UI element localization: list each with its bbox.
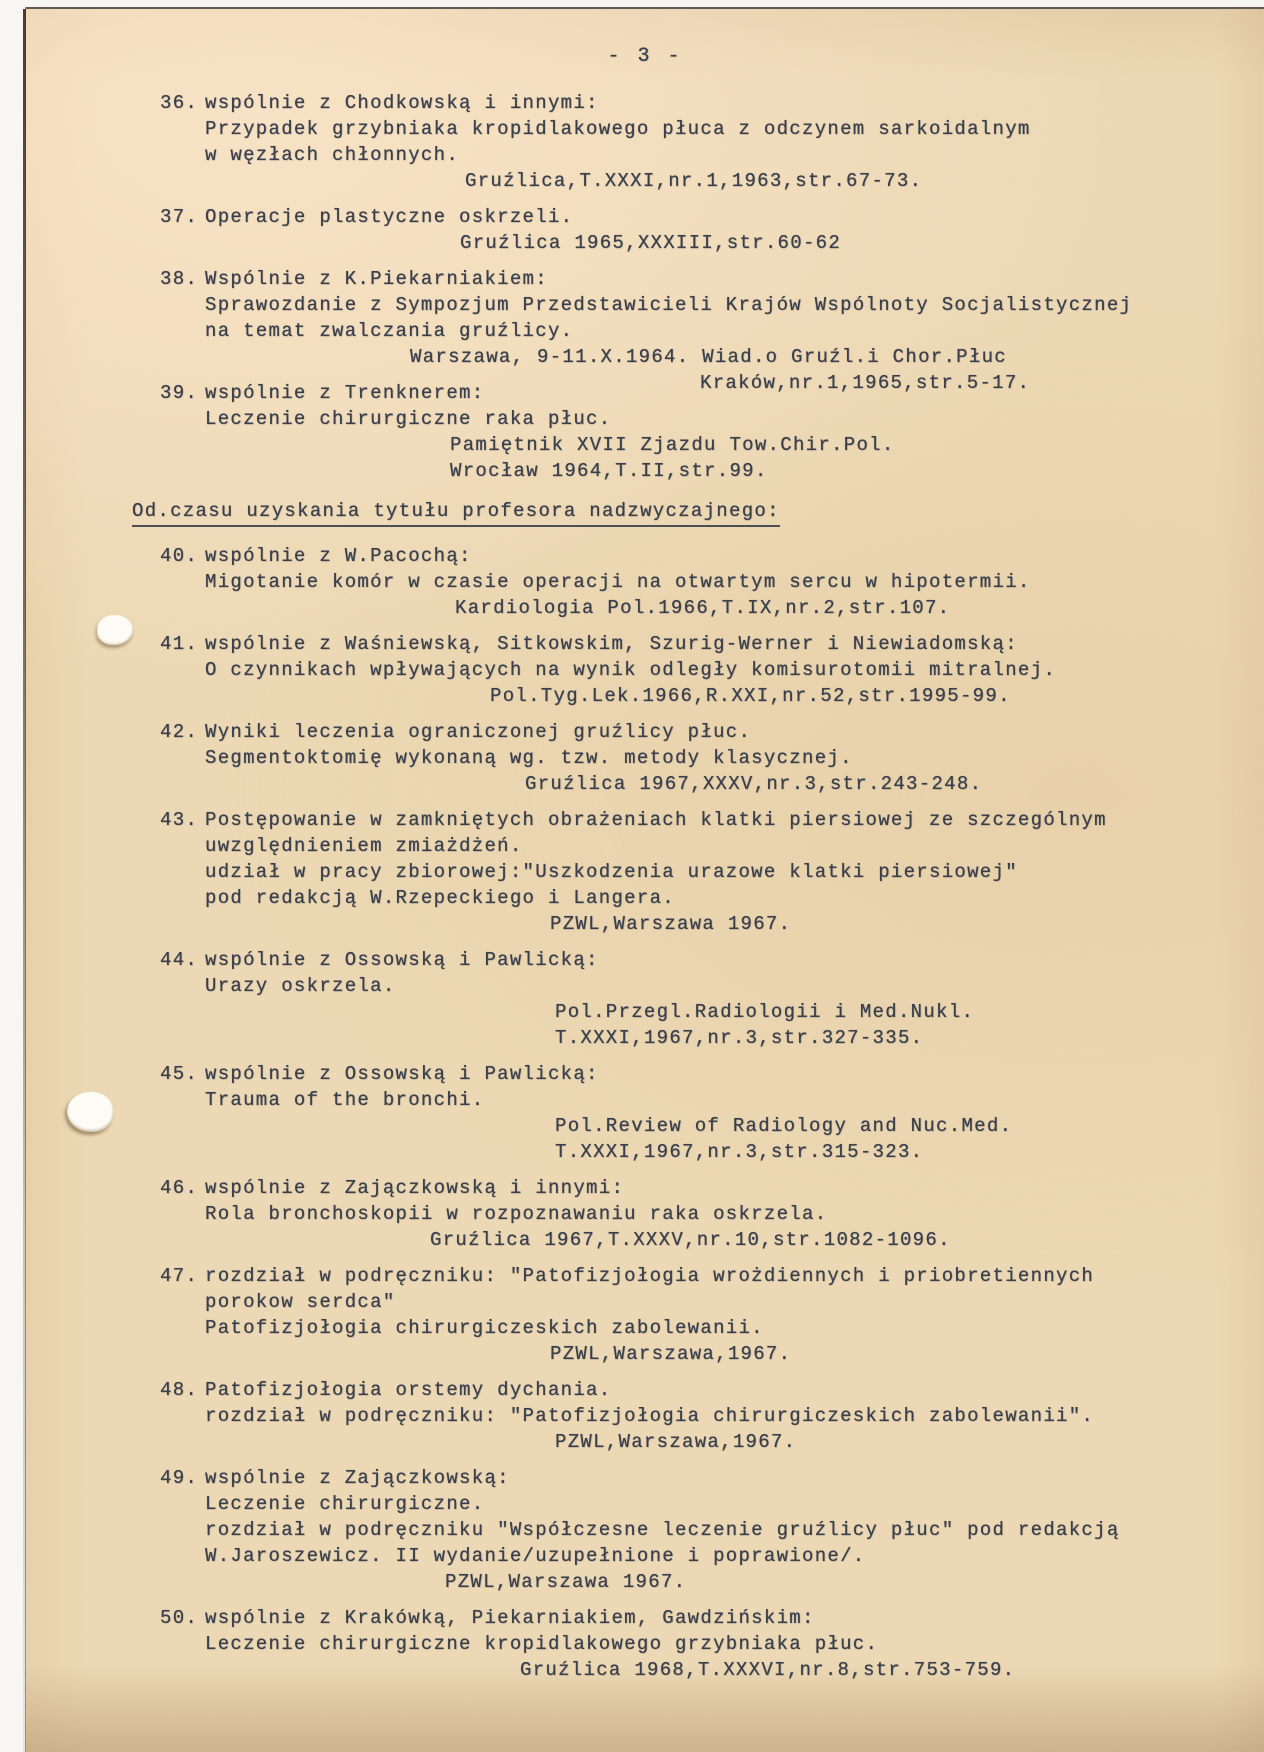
list-item [160, 1175, 1226, 1253]
item-number: 36. [160, 92, 199, 114]
list-item [160, 719, 1226, 797]
citation-line: Gruźlica 1967,T.XXXV,nr.10,str.1082-1096. [430, 1229, 951, 1251]
item-line: Sprawozdanie z Sympozjum Przedstawicieli Krajów Wspólnoty Socjalistycznej [205, 294, 1133, 316]
item-line: Leczenie chirurgiczne raka płuc. [205, 408, 612, 430]
document-page [26, 7, 1264, 1752]
page-number: - 3 - [607, 45, 683, 68]
item-body [205, 204, 1226, 256]
item-line: Trauma of the bronchi. [205, 1089, 485, 1111]
citation-line: T.XXXI,1967,nr.3,str.327-335. [555, 1027, 924, 1049]
item-number: 43. [160, 809, 199, 831]
item-line: Migotanie komór w czasie operacji na otwartym sercu w hipotermii. [205, 571, 1031, 593]
list-item [160, 90, 1226, 194]
item-body [205, 719, 1226, 797]
item-line: Postępowanie w zamkniętych obrażeniach klatki piersiowej ze szczególnym [205, 809, 1107, 831]
item-line: pod redakcją W.Rzepeckiego i Langera. [205, 887, 675, 909]
citation-line: PZWL,Warszawa,1967. [550, 1343, 792, 1365]
item-body [205, 1061, 1226, 1165]
item-body [205, 1175, 1226, 1253]
citation-line: Kardiologia Pol.1966,T.IX,nr.2,str.107. [455, 597, 951, 619]
citation-line: Wrocław 1964,T.II,str.99. [450, 460, 768, 482]
list-item [160, 1061, 1226, 1165]
list-item [160, 380, 1226, 484]
list-item [160, 807, 1226, 937]
item-line: wspólnie z Ossowską i Pawlicką: [205, 949, 599, 971]
item-number: 44. [160, 949, 199, 971]
item-line: wspólnie z Zajączkowską i innymi: [205, 1177, 625, 1199]
item-line: porokow serdca" [205, 1291, 396, 1313]
citation-line: Gruźlica 1967,XXXV,nr.3,str.243-248. [525, 773, 983, 795]
item-line: Urazy oskrzela. [205, 975, 396, 997]
list-item [160, 204, 1226, 256]
list-item [160, 947, 1226, 1051]
item-line: O czynnikach wpływających na wynik odległy komisurotomii mitralnej. [205, 659, 1057, 681]
item-line: Patofizjołogia orstemy dychania. [205, 1379, 612, 1401]
item-number: 40. [160, 545, 199, 567]
item-body [205, 543, 1226, 621]
item-line: wspólnie z W.Pacochą: [205, 545, 472, 567]
item-line: rozdział w podręczniku "Współczesne leczenie gruźlicy płuc" pod redakcją [205, 1519, 1120, 1541]
item-line: Operacje plastyczne oskrzeli. [205, 206, 574, 228]
item-line: rozdział w podręczniku: "Patofizjołogia wrożdiennych i priobretiennych [205, 1265, 1095, 1287]
list-item [160, 631, 1226, 709]
citation-line: T.XXXI,1967,nr.3,str.315-323. [555, 1141, 924, 1163]
item-line: Rola bronchoskopii w rozpoznawaniu raka oskrzela. [205, 1203, 828, 1225]
item-line: uwzględnieniem zmiażdżeń. [205, 835, 523, 857]
item-number: 39. [160, 382, 199, 404]
item-line: wspólnie z Krakówką, Piekarniakiem, Gawdzińskim: [205, 1607, 815, 1629]
citation-line: Gruźlica,T.XXXI,nr.1,1963,str.67-73. [465, 170, 923, 192]
citation-line: Pamiętnik XVII Zjazdu Tow.Chir.Pol. [450, 434, 895, 456]
item-body [205, 1605, 1226, 1683]
item-body [205, 380, 1226, 484]
item-line: wspólnie z Trenknerem: [205, 382, 485, 404]
list-item [160, 1465, 1226, 1595]
citation-line: PZWL,Warszawa 1967. [445, 1571, 687, 1593]
citation-line: Gruźlica 1968,T.XXXVI,nr.8,str.753-759. [520, 1659, 1016, 1681]
citation-line: Warszawa, 9-11.X.1964. Wiad.o Gruźl.i Chor.Płuc [410, 346, 1007, 368]
item-number: 38. [160, 268, 199, 290]
item-line: wspólnie z Chodkowską i innymi: [205, 92, 599, 114]
item-number: 48. [160, 1379, 199, 1401]
item-number: 50. [160, 1607, 199, 1629]
item-number: 37. [160, 206, 199, 228]
item-number: 45. [160, 1063, 199, 1085]
item-line: Segmentoktomię wykonaną wg. tzw. metody klasycznej. [205, 747, 853, 769]
item-line: Wspólnie z K.Piekarniakiem: [205, 268, 548, 290]
citation-line: Pol.Review of Radiology and Nuc.Med. [555, 1115, 1013, 1137]
item-body [205, 90, 1226, 194]
item-number: 46. [160, 1177, 199, 1199]
section-heading: Od.czasu uzyskania tytułu profesora nadzwyczajnego: [132, 498, 780, 527]
item-line: Leczenie chirurgiczne. [205, 1493, 485, 1515]
item-number: 49. [160, 1467, 199, 1489]
item-line: w węzłach chłonnych. [205, 144, 460, 166]
item-body [205, 1465, 1226, 1595]
item-number: 41. [160, 633, 199, 655]
item-line: rozdział w podręczniku: "Patofizjołogia chirurgiczeskich zabolewanii". [205, 1405, 1095, 1427]
citation-line: Gruźlica 1965,XXXIII,str.60-62 [460, 232, 842, 254]
punch-hole [67, 1092, 113, 1132]
paper-edge [23, 9, 26, 1752]
citation-line: PZWL,Warszawa,1967. [555, 1431, 797, 1453]
citation-line: Pol.Tyg.Lek.1966,R.XXI,nr.52,str.1995-99. [490, 685, 1011, 707]
citation-line: Kraków,nr.1,1965,str.5-17. [700, 372, 1031, 394]
item-body [205, 1377, 1226, 1455]
item-line: W.Jaroszewicz. II wydanie/uzupełnione i poprawione/. [205, 1545, 866, 1567]
citation-line: Pol.Przegl.Radiologii i Med.Nukl. [555, 1001, 975, 1023]
item-body [205, 631, 1226, 709]
item-body [205, 807, 1226, 937]
item-line: udział w pracy zbiorowej:"Uszkodzenia urazowe klatki piersiowej" [205, 861, 1018, 883]
item-line: wspólnie z Zajączkowską: [205, 1467, 510, 1489]
citation-line: PZWL,Warszawa 1967. [550, 913, 792, 935]
item-body [205, 1263, 1226, 1367]
item-body [205, 947, 1226, 1051]
list-item [160, 1377, 1226, 1455]
item-line: Leczenie chirurgiczne kropidlakowego grzybniaka płuc. [205, 1633, 879, 1655]
item-number: 47. [160, 1265, 199, 1287]
list-item [160, 1263, 1226, 1367]
list-item [160, 543, 1226, 621]
item-line: Patofizjołogia chirurgiczeskich zabolewanii. [205, 1317, 764, 1339]
item-line: na temat zwalczania gruźlicy. [205, 320, 574, 342]
item-line: Wyniki leczenia ograniczonej gruźlicy płuc. [205, 721, 752, 743]
punch-hole [97, 615, 133, 645]
item-line: Przypadek grzybniaka kropidlakowego płuca z odczynem sarkoidalnym [205, 118, 1031, 140]
item-line: wspólnie z Waśniewską, Sitkowskim, Szurig-Werner i Niewiadomską: [205, 633, 1018, 655]
publication-list [132, 90, 1226, 1683]
list-item [160, 1605, 1226, 1683]
item-line: wspólnie z Ossowską i Pawlicką: [205, 1063, 599, 1085]
item-number: 42. [160, 721, 199, 743]
